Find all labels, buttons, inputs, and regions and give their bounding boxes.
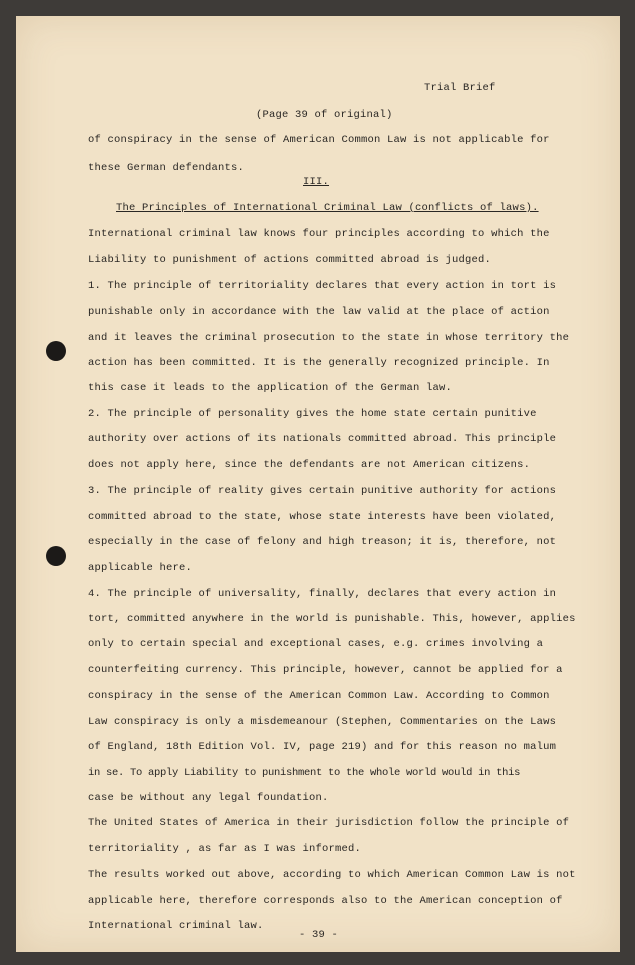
text-line: International criminal law knows four principles according to which the [88,228,550,240]
text-line: only to certain special and exceptional cases, e.g. crimes involving a [88,638,544,650]
text-line: and it leaves the criminal prosecution to the state in whose territory the [88,332,570,344]
text-line: especially in the case of felony and high treason; it is, therefore, not [88,536,557,548]
text-line: 4. The principle of universality, finally, declares that every action in [88,588,557,600]
text-line: 1. The principle of territoriality declares that every action in tort is [88,280,557,292]
punch-hole [46,341,66,361]
text-line: this case it leads to the application of the German law. [88,382,453,394]
text-line: punishable only in accordance with the law valid at the place of action [88,306,550,318]
text-line: territoriality , as far as I was informed. [88,843,362,855]
text-line: 2. The principle of personality gives the home state certain punitive [88,408,537,420]
text-line: applicable here. [88,562,193,574]
text-line: counterfeiting currency. This principle, however, cannot be applied for a [88,664,563,676]
text-line: The results worked out above, according to which American Common Law is not [88,869,576,881]
text-line: does not apply here, since the defendants are not American citizens. [88,459,531,471]
text-line: action has been committed. It is the generally recognized principle. In [88,357,550,369]
text-line: conspiracy in the sense of the American Common Law. According to Common [88,690,550,702]
text-line: applicable here, therefore corresponds also to the American conception of [88,895,563,907]
section-number: III. [303,176,330,188]
text-line: 3. The principle of reality gives certain punitive authority for actions [88,485,557,497]
source-page-note: (Page 39 of original) [256,109,393,121]
text-line: International criminal law. [88,920,264,932]
text-line: these German defendants. [88,162,245,174]
text-line: The United States of America in their jurisdiction follow the principle of [88,817,570,829]
text-line: of England, 18th Edition Vol. IV, page 219) and for this reason no malum [88,741,557,753]
text-line: of conspiracy in the sense of American Common Law is not applicable for [88,134,550,146]
text-line: Liability to punishment of actions committed abroad is judged. [88,254,492,266]
text-line: authority over actions of its nationals committed abroad. This principle [88,433,557,445]
document-page [16,16,620,952]
text-line: case be without any legal foundation. [88,792,329,804]
section-title: The Principles of International Criminal Law (conflicts of laws). [116,202,539,214]
header-label: Trial Brief [424,82,496,94]
page-number: - 39 - [299,929,339,941]
text-line: committed abroad to the state, whose state interests have been violated, [88,511,557,523]
text-line-overtyped: in se. To apply Liability to punishment to the whole world would in this [88,767,521,779]
text-line: Law conspiracy is only a misdemeanour (Stephen, Commentaries on the Laws [88,716,557,728]
text-line: tort, committed anywhere in the world is punishable. This, however, applies [88,613,576,625]
punch-hole [46,546,66,566]
